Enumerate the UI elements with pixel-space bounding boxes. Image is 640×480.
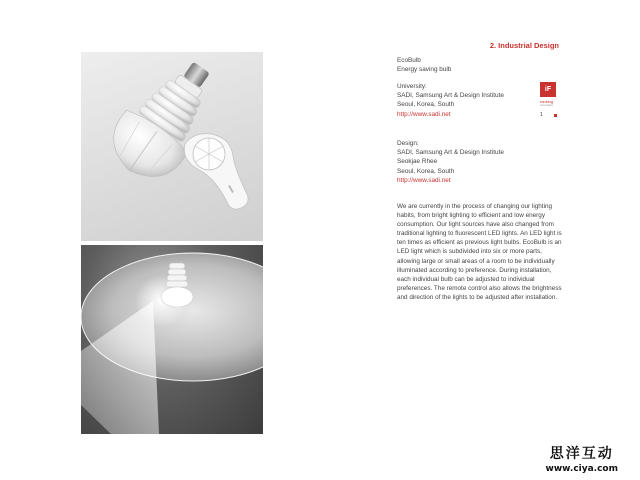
university-name: SADI, Samsung Art & Design Institute xyxy=(397,92,504,100)
product-name: EcoBulb xyxy=(397,57,421,64)
if-logo-icon: iF xyxy=(540,82,556,97)
if-ranking-label: ranking xyxy=(540,99,554,104)
university-heading: University: xyxy=(397,83,427,90)
university-block xyxy=(397,82,562,119)
product-block xyxy=(397,56,562,74)
design-block xyxy=(397,139,562,185)
university-url-link[interactable]: http://www.sadi.net xyxy=(397,110,451,118)
design-location: Seoul, Korea, South xyxy=(397,167,455,175)
if-ranking-badge xyxy=(539,82,561,122)
product-tagline: Energy saving bulb xyxy=(397,66,452,74)
product-photo-bulb-installed xyxy=(81,245,263,434)
product-description: We are currently in the process of changing our lighting habits, from bright lighting to efficient and low energy consumption. Our light sources have also changed from traditional lighting to fluorescent LED lights. An LED light is ten times as efficient as previous light bulbs. EcoBulb is an LED light which is subdivided into six or more parts, allowing large or small areas of a room to be individually illuminated according to preference. During installation, each individual bulb can be adjusted to individual preferences. The remote control also allows the brightness and direction of the lights to be adjusted after installation. xyxy=(397,203,562,301)
if-ranking-mark xyxy=(554,114,557,117)
watermark xyxy=(546,443,618,474)
university-location: Seoul, Korea, South xyxy=(397,101,455,109)
section-title: 2. Industrial Design xyxy=(489,41,559,50)
design-studio-name: SADI, Samsung Art & Design Institute xyxy=(397,149,504,157)
watermark-chinese: 思洋互动 xyxy=(549,446,614,462)
designer-name: Seokjae Rhee xyxy=(397,158,438,166)
design-heading: Design: xyxy=(397,140,419,147)
if-ranking-number: 1 xyxy=(540,112,543,118)
product-photo-bulb-and-remote xyxy=(81,52,263,241)
if-ranking-sublabel: universities xyxy=(540,104,553,107)
watermark-url: www.ciya.com xyxy=(545,464,618,474)
design-url-link[interactable]: http://www.sadi.net xyxy=(397,176,451,184)
